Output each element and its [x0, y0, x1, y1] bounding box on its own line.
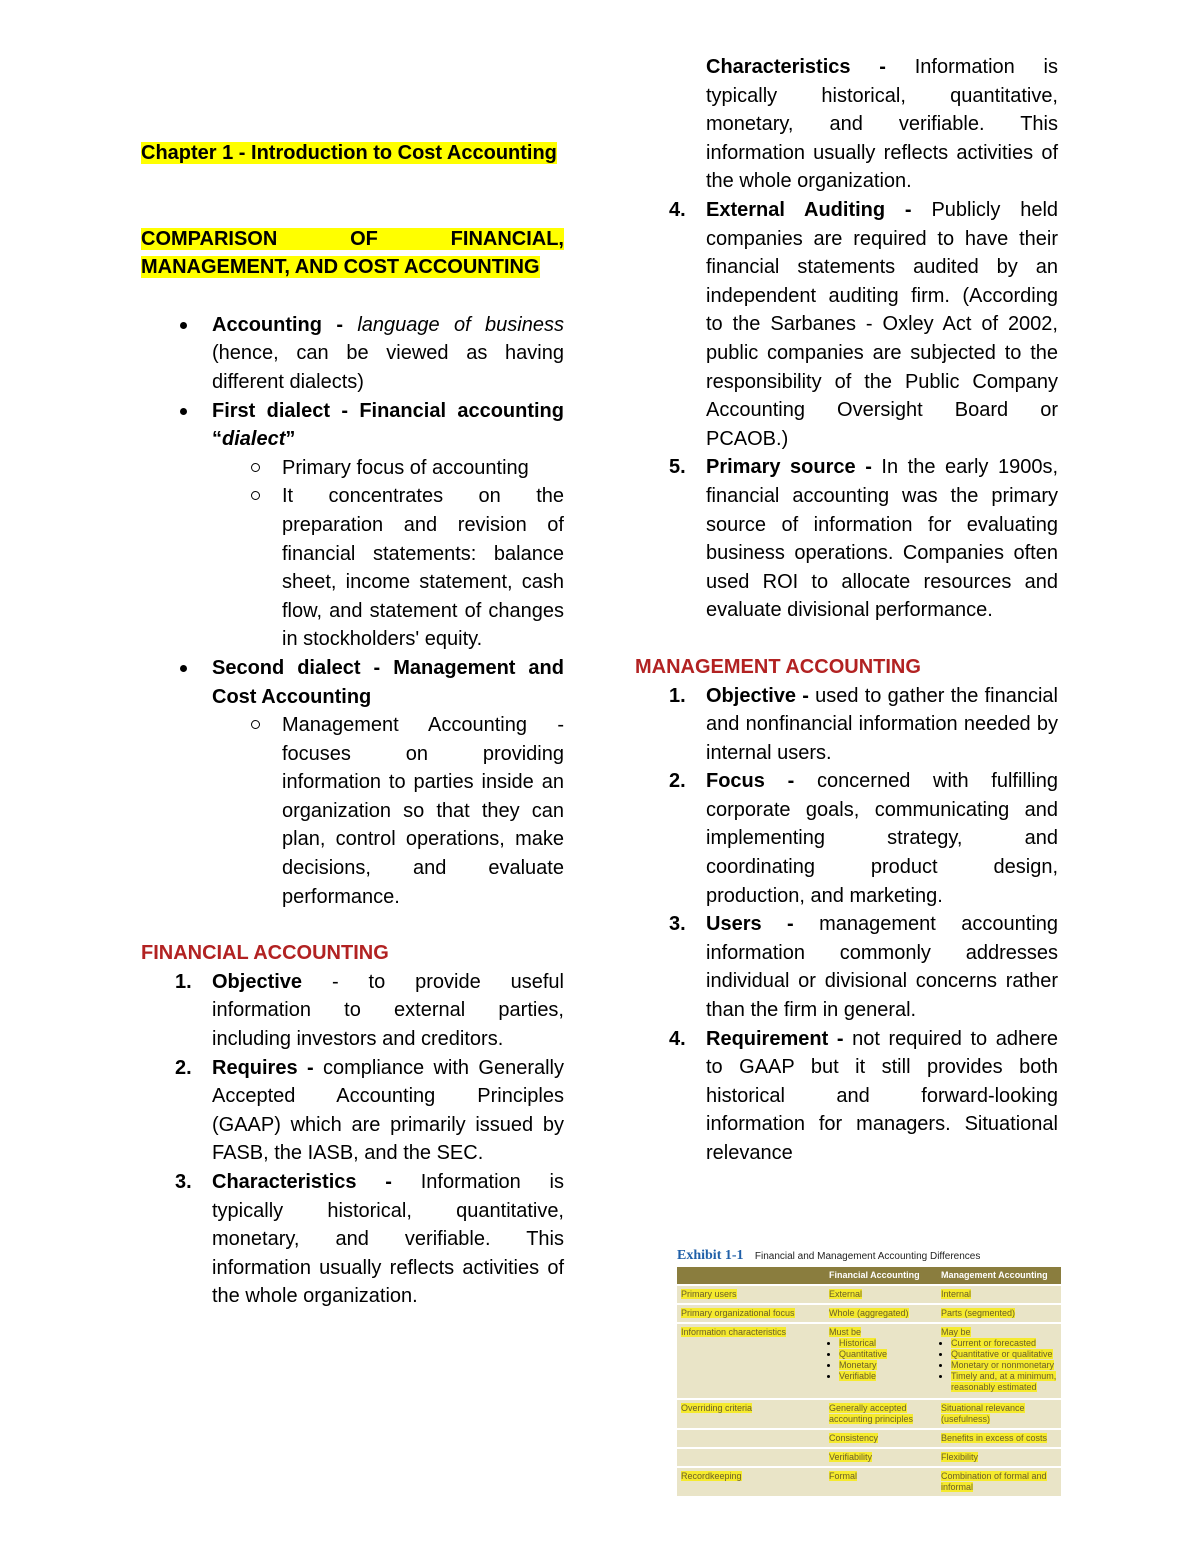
- fin-char-item: [839, 1371, 933, 1382]
- item-text: Information is typically historical, quantitative, monetary, and verifiable. This information usually reflects activities of the whole organization.: [706, 56, 1058, 193]
- mgmt-char-text: Timely and, at a minimum, reasonably estimated: [951, 1371, 1057, 1392]
- item-number: 5.: [669, 456, 686, 479]
- financial-list-continued: [635, 56, 1059, 625]
- item-number: 3.: [669, 913, 686, 936]
- financial-heading: FINANCIAL ACCOUNTING: [141, 942, 389, 965]
- item-text: not required to adhere to GAAP but it still provides both historical and forward-looking information for managers. Situational relevance: [706, 1027, 1058, 1164]
- financial-list: [141, 968, 564, 1308]
- exhibit-row: [677, 1304, 1061, 1323]
- item-term: Objective: [212, 970, 303, 993]
- right-column: [635, 56, 1059, 1168]
- row-mgmt: [937, 1399, 1061, 1429]
- first-dialect-sublist: [212, 454, 564, 654]
- item-term: Requires -: [212, 1056, 314, 1079]
- item-text: Information is typically historical, quantitative, monetary, and verifiable. This information usually reflects activities of the whole organization.: [212, 1171, 564, 1308]
- fin-char-text: Monetary: [839, 1360, 877, 1370]
- item-text: Publicly held companies are required to have their financial statements audited by an independent auditing firm. (According to the Sarbanes - Oxley Act of 2002, public companies are subjected to the responsibility of the Public Company Accounting Oversight Board or PCAOB.): [706, 199, 1059, 450]
- financial-item-3-start: [141, 1168, 564, 1308]
- item-term: Primary source -: [706, 456, 872, 479]
- header-management: Management Accounting: [937, 1267, 1061, 1285]
- row-mgmt-text: Internal: [941, 1289, 972, 1299]
- row-mgmt-text: Combination of formal and informal: [941, 1471, 1047, 1492]
- row-mgmt: [937, 1448, 1061, 1467]
- mgmt-char-text: Current or forecasted: [951, 1338, 1037, 1348]
- mgmt-char-item: [951, 1338, 1057, 1349]
- row-label-empty: [677, 1448, 825, 1467]
- bullet-accounting-term: Accounting -: [212, 313, 343, 336]
- row-mgmt: [937, 1285, 1061, 1304]
- bullet-first-dialect: [141, 397, 564, 654]
- fin-char-item: [839, 1360, 933, 1371]
- management-list: [635, 682, 1058, 1168]
- exhibit-row: [677, 1399, 1061, 1429]
- row-label-text: Primary users: [681, 1289, 737, 1299]
- exhibit-row: [677, 1467, 1061, 1497]
- item-number: 2.: [175, 1056, 192, 1079]
- management-item: [635, 767, 1058, 910]
- row-label: [677, 1285, 825, 1304]
- item-term: Requirement -: [706, 1027, 844, 1050]
- row-label: [677, 1323, 825, 1399]
- first-dialect-close: ”: [285, 428, 296, 451]
- continued-text-wrap: [706, 53, 1058, 196]
- item-term: Characteristics -: [212, 1171, 392, 1193]
- item-number: 2.: [669, 770, 686, 793]
- management-item: [635, 910, 1058, 1024]
- row-fin: [825, 1429, 937, 1448]
- row-fin-text: Generally accepted accounting principles: [829, 1403, 914, 1424]
- item-text: In the early 1900s, financial accounting was the primary source of information for evaluating business operations. Companies often used ROI to allocate resources and evaluate divisional performance.: [706, 456, 1059, 622]
- fin-char-item: [839, 1349, 933, 1360]
- item-number: 4.: [669, 199, 686, 221]
- bullet-accounting: [141, 311, 564, 397]
- row-mgmt-text: Parts (segmented): [941, 1308, 1016, 1318]
- fin-char-item: [839, 1338, 933, 1349]
- item-term: Characteristics -: [706, 56, 886, 78]
- sub-management-accounting: Management Accounting - focuses on providing information to parties inside an organization so that they can plan, control operations, make decisions, and evaluate performance.: [141, 711, 564, 911]
- exhibit-table: [677, 1267, 1061, 1498]
- row-label: [677, 1467, 825, 1497]
- row-mgmt: [937, 1467, 1061, 1497]
- row-label-text: Overriding criteria: [681, 1403, 753, 1413]
- mgmt-characteristics-list: [941, 1338, 1057, 1393]
- first-dialect-italic: dialect: [222, 428, 286, 451]
- mgmt-char-item: [951, 1349, 1057, 1360]
- row-fin: [825, 1399, 937, 1429]
- row-fin: [825, 1285, 937, 1304]
- row-fin: [825, 1323, 937, 1399]
- row-fin: [825, 1448, 937, 1467]
- row-mgmt: [937, 1323, 1061, 1399]
- mgmt-may-be: May be: [941, 1327, 971, 1337]
- item-term: Focus -: [706, 770, 795, 793]
- row-mgmt-text: Flexibility: [941, 1452, 979, 1462]
- bullet-accounting-italic: language of business: [357, 313, 564, 336]
- item-text: used to gather the financial and nonfinancial information needed by internal users.: [706, 684, 1058, 764]
- management-item: [635, 1025, 1058, 1168]
- row-fin: [825, 1467, 937, 1497]
- first-dialect-term-text: First dialect - Financial accounting “: [212, 399, 564, 451]
- exhibit-title: [677, 1247, 1061, 1267]
- financial-item: [141, 1054, 564, 1168]
- financial-item: [635, 196, 1058, 453]
- mgmt-char-item: [951, 1371, 1057, 1393]
- item-number: 1.: [669, 684, 686, 707]
- row-mgmt: [937, 1304, 1061, 1323]
- exhibit-number: Exhibit 1-1: [677, 1248, 744, 1263]
- mgmt-char-text: Monetary or nonmonetary: [951, 1360, 1055, 1370]
- left-column: [141, 139, 564, 1308]
- exhibit-header-row: [677, 1267, 1061, 1285]
- fin-must-be: Must be: [829, 1327, 862, 1337]
- sub-concentrates: It concentrates on the preparation and revision of financial statements: balance sheet, income statement, cash flow, and statement of changes in stockholders' equity.: [141, 482, 564, 654]
- item-term: Objective -: [706, 684, 809, 707]
- row-fin-text: Verifiability: [829, 1452, 873, 1462]
- row-fin: [825, 1304, 937, 1323]
- row-label-text: Information characteristics: [681, 1327, 787, 1337]
- exhibit-name: Financial and Management Accounting Differences: [754, 1251, 981, 1262]
- row-mgmt-text: Benefits in excess of costs: [941, 1433, 1048, 1443]
- item-term: External Auditing -: [706, 199, 912, 221]
- row-fin-text: Consistency: [829, 1433, 879, 1443]
- fin-char-text: Quantitative: [839, 1349, 888, 1359]
- item-number: 3.: [175, 1171, 192, 1193]
- chapter-title-text: Chapter 1 - Introduction to Cost Accounting: [141, 142, 557, 164]
- row-fin-text: Whole (aggregated): [829, 1308, 909, 1318]
- financial-item-3-continued: [635, 56, 1058, 196]
- row-label-empty: [677, 1429, 825, 1448]
- fin-char-text: Historical: [839, 1338, 877, 1348]
- row-mgmt: [937, 1429, 1061, 1448]
- exhibit-figure: [677, 1247, 1061, 1498]
- fin-characteristics-list: [829, 1338, 933, 1382]
- second-dialect-sublist: [212, 711, 564, 911]
- item-text: concerned with fulfilling corporate goals, communicating and implementing strategy, and coordinating product design, production, and marketing.: [706, 770, 1058, 907]
- item-term: Users -: [706, 913, 794, 936]
- mgmt-char-item: [951, 1360, 1057, 1371]
- exhibit-row: [677, 1285, 1061, 1304]
- row-label: [677, 1399, 825, 1429]
- fin-char-text: Verifiable: [839, 1371, 877, 1381]
- exhibit-row: [677, 1323, 1061, 1399]
- row-label-text: Recordkeeping: [681, 1471, 742, 1481]
- bullet-first-dialect-term: [212, 400, 564, 451]
- bullet-second-dialect: [141, 654, 564, 911]
- management-heading: MANAGEMENT ACCOUNTING: [635, 655, 921, 678]
- financial-item: [635, 453, 1058, 625]
- row-fin-text: Formal: [829, 1471, 858, 1481]
- mgmt-char-text: Quantitative or qualitative: [951, 1349, 1053, 1359]
- sub-primary-focus: Primary focus of accounting: [141, 454, 564, 483]
- row-mgmt-text: Situational relevance (usefulness): [941, 1403, 1025, 1424]
- chapter-title: [141, 139, 564, 168]
- header-empty: [677, 1267, 825, 1285]
- item-text: management accounting information commonly addresses individual or divisional concerns rather than the firm in general.: [706, 913, 1059, 1022]
- item-text: - to provide useful information to external parties, including investors and creditors.: [212, 970, 564, 1051]
- exhibit-row: [677, 1429, 1061, 1448]
- management-item: [635, 682, 1058, 768]
- item-number: 4.: [669, 1027, 686, 1050]
- bullet-list: [141, 311, 564, 911]
- exhibit-row: [677, 1448, 1061, 1467]
- item-number: 1.: [175, 970, 192, 993]
- row-fin-text: External: [829, 1289, 863, 1299]
- header-financial: Financial Accounting: [825, 1267, 937, 1285]
- bullet-accounting-rest: (hence, can be viewed as having different dialects): [212, 342, 564, 393]
- row-label: [677, 1304, 825, 1323]
- financial-item: [141, 968, 564, 1054]
- row-label-text: Primary organizational focus: [681, 1308, 795, 1318]
- comparison-heading-text: COMPARISON OF FINANCIAL, MANAGEMENT, AND COST ACCOUNTING: [141, 227, 564, 279]
- item-text: compliance with Generally Accepted Accounting Principles (GAAP) which are primarily issued by FASB, the IASB, and the SEC.: [212, 1056, 564, 1165]
- bullet-second-dialect-term: Second dialect - Management and Cost Accounting: [212, 656, 564, 708]
- comparison-heading: [141, 225, 564, 282]
